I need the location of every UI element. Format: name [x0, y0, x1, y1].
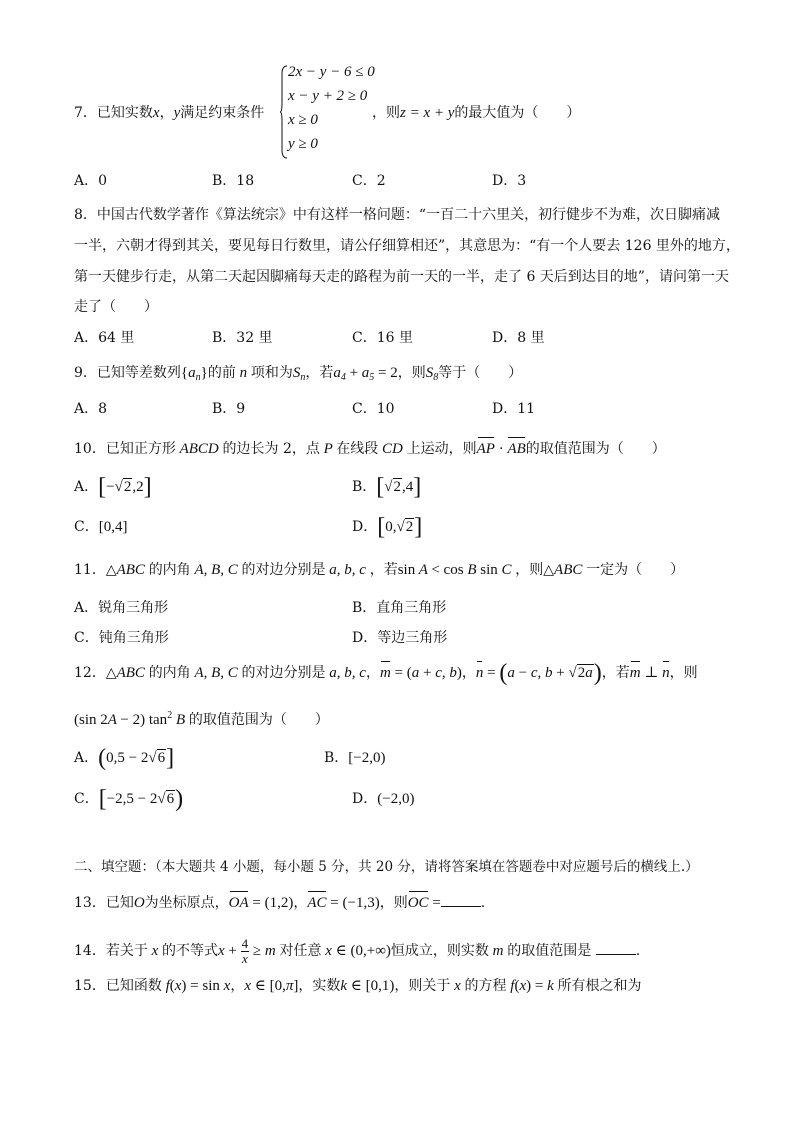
vector-ac: AC = (−1,3)	[307, 895, 380, 911]
constraint-2: x − y + 2 ≥ 0	[288, 88, 368, 104]
inequality-expr: sin A < cos B sin C	[397, 562, 516, 578]
q12-option-b: B．[−2,0)	[324, 750, 386, 766]
section-heading: 二、填空题：（本大题共 4 小题，每小题 5 分，共 20 分，请将答案填在答题卷中对应题号后的横线上.）	[74, 859, 699, 875]
left-brace-icon	[280, 64, 288, 160]
q11-option-c: C．钝角三角形	[74, 630, 169, 646]
q13-stem: 13．已知O为坐标原点，OA = (1,2)，AC = (−1,3)，则OC = .	[74, 895, 486, 911]
var-y: y	[173, 105, 181, 121]
constraint-4: y ≥ 0	[288, 136, 318, 152]
q8-line-1: 8．中国古代数学著作《算法统宗》中有这样一格问题：“一百二十六里关，初行健步不为难，次日脚痛减	[74, 207, 721, 223]
equation-expr: f(x) = k	[506, 978, 558, 994]
sequence-set: $\{a_n\}$	[180, 365, 208, 383]
q12-option-c: C．[−2,5 − 2√6)	[74, 786, 184, 812]
domain-expr: x ∈ [0,π]	[244, 978, 299, 994]
q12-option-d: D．(−2,0)	[352, 791, 415, 807]
objective-expr: z = x + y	[400, 105, 455, 121]
q10-option-d: D．[0,√2]	[352, 514, 423, 540]
q8-option-a: A．64 里	[74, 330, 135, 346]
q15-stem: 15．已知函数 f(x) = sin x，x ∈ [0,π]，实数k ∈ [0,1)，则关于 x 的方程 f(x) = k 所有根之和为	[74, 978, 642, 994]
q12-option-a: A．(0,5 − 2√6]	[74, 745, 175, 771]
constraint-3: x ≥ 0	[288, 112, 318, 128]
q11-option-b: B．直角三角形	[352, 600, 447, 616]
answer-blank[interactable]	[441, 894, 481, 907]
q9-option-a: A．8	[74, 401, 108, 417]
q9-option-c: C．10	[352, 401, 395, 417]
var-x: x	[152, 105, 160, 121]
q7-option-a: A．0	[74, 173, 108, 189]
vector-n: n = (a − c, b + √2a)	[475, 660, 602, 686]
q8-option-b: B．32 里	[212, 330, 273, 346]
q8-option-d: D．8 里	[492, 330, 545, 346]
q9-stem: 9．已知等差数列$\{a_n\}$的前 n 项和为$S_n$，若$a_4 + a_5 = 2$，则$S_8$等于（ ）	[74, 365, 523, 383]
q11-stem: 11．△ABC 的内角 A, B, C 的对边分别是 a, b, c ，若sin A < cos B sin C ，则△ABC 一定为（ ）	[74, 562, 685, 578]
vector-m: m = (a + c, b)	[379, 665, 462, 681]
vector-oc: OC =	[407, 895, 441, 911]
q10-option-c: C．[0,4]	[74, 519, 128, 535]
q12-stem-2: (sin 2A − 2) $\tan^2 B$ 的取值范围为（ ）	[74, 710, 329, 728]
q7-stem-tail: ，则z = x + y的最大值为（ ）	[372, 105, 581, 121]
q7-option-c: C．2	[352, 173, 386, 189]
q9-option-d: D．11	[492, 401, 536, 417]
q7-constraint-system	[280, 64, 375, 160]
q11-option-d: D．等边三角形	[352, 630, 448, 646]
q8-line-2: 一半，六朝才得到其关，要见每日行数里，请公仔细算相还”，其意思为：“有一个人要去 126 里外的地方，	[74, 238, 740, 254]
function-def: f(x) = sin x	[161, 978, 231, 994]
inequality-expr: x + $\frac{4}{x}$ ≥ m	[218, 936, 280, 966]
dot-product-expr: AP · AB	[476, 441, 526, 457]
domain-expr: x ∈ (0,+∞)	[321, 942, 391, 959]
q9-option-b: B．9	[212, 401, 246, 417]
q7-stem: 7．已知实数x，y满足约束条件	[74, 105, 265, 121]
q7-option-d: D．3	[492, 173, 527, 189]
q10-stem: 10．已知正方形 ABCD 的边长为 2，点 P 在线段 CD 上运动，则AP · AB的取值范围为（ ）	[74, 441, 666, 457]
constraint-1: 2x − y − 6 ≤ 0	[288, 64, 375, 80]
q7-option-b: B．18	[212, 173, 255, 189]
q11-option-a: A．锐角三角形	[74, 600, 169, 616]
q8-line-3: 第一天健步行走，从第二天起因脚痛每天走的路程为前一天的一半，走了 6 天后到达目的地”，请问第一天	[74, 269, 729, 285]
condition-expr: $a_4 + a_5 = 2$	[333, 365, 398, 383]
q8-line-4: 走了（ ）	[74, 299, 158, 315]
vector-oa: OA = (1,2)	[228, 895, 294, 911]
q8-option-c: C．16 里	[352, 330, 413, 346]
q12-stem: 12．△ABC 的内角 A, B, C 的对边分别是 a, b, c，m = (a + c, b)，n = (a − c, b + √2a)，若m ⊥ n，则	[74, 660, 698, 686]
q10-option-a: A．[−√2,2]	[74, 474, 152, 500]
answer-blank[interactable]	[596, 942, 636, 955]
q14-stem: 14．若关于 x 的不等式x + $\frac{4}{x}$ ≥ m 对任意 x ∈ (0,+∞)恒成立，则实数 m 的取值范围是 .	[74, 936, 641, 966]
q10-option-b: B．[√2,4]	[352, 474, 422, 500]
target-expr: (sin 2A − 2) $\tan^2 B$	[74, 710, 189, 728]
